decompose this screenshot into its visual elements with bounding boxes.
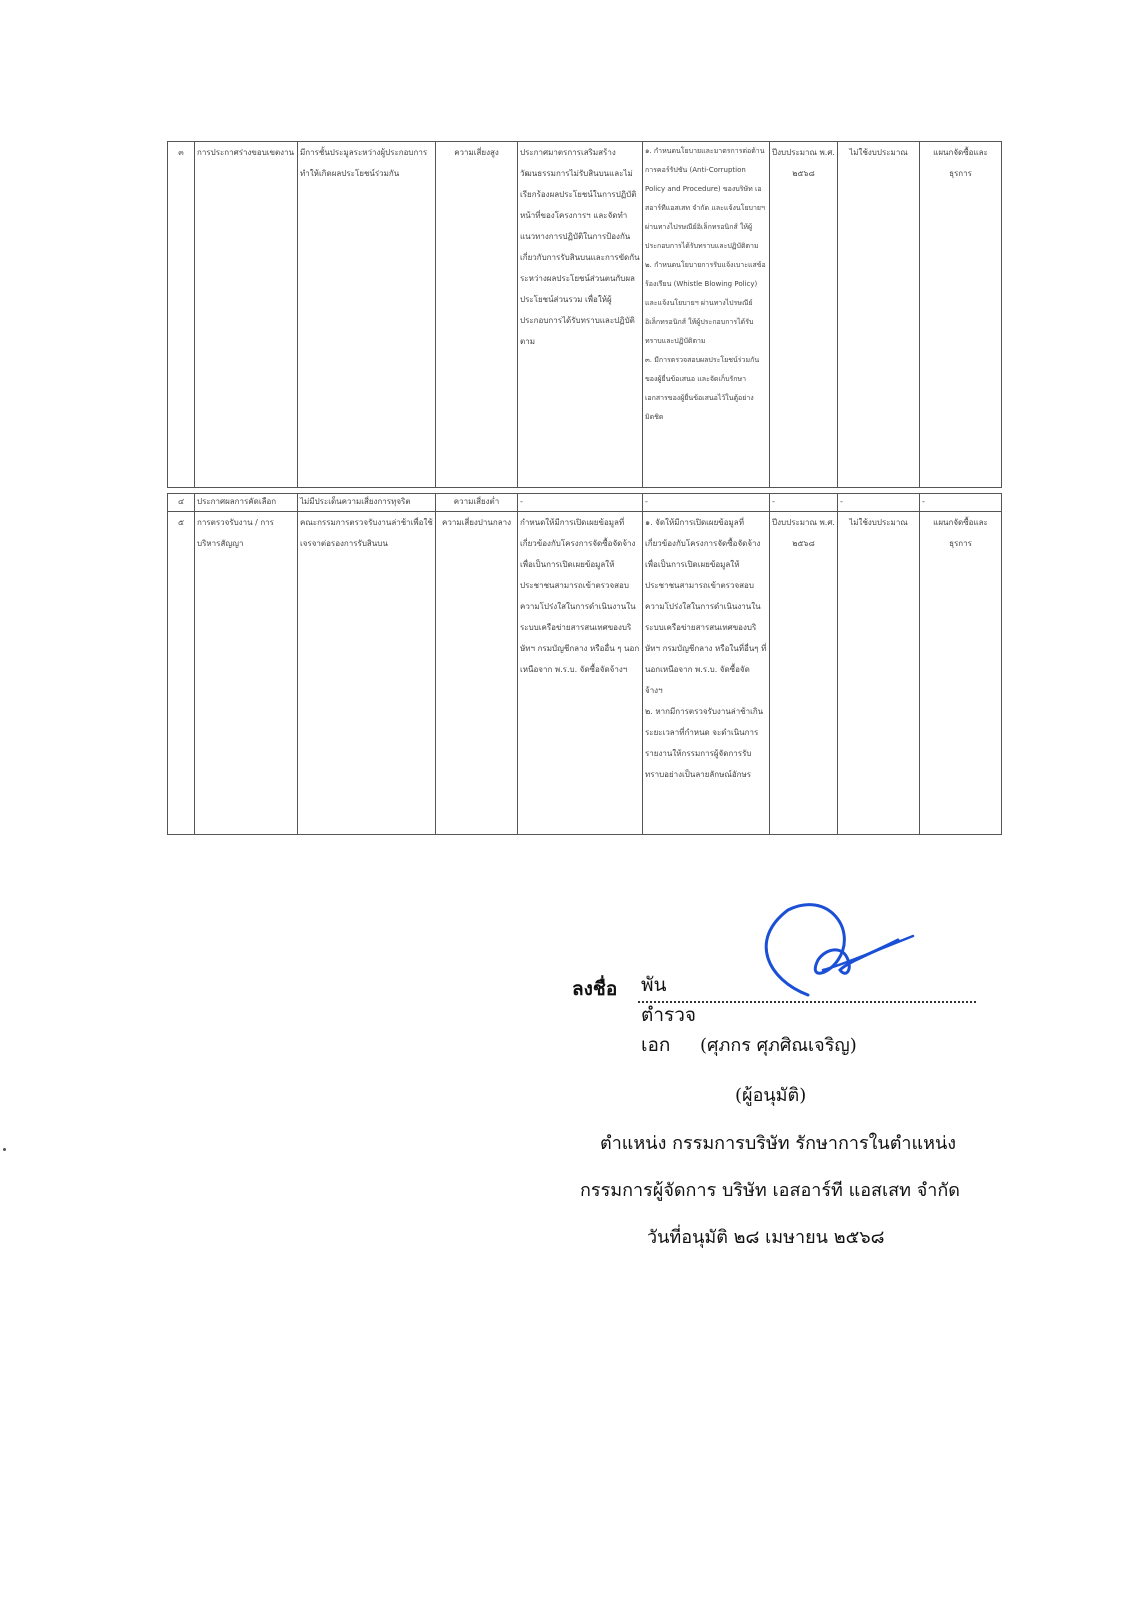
- risk-level: ความเสี่ยงสูง: [436, 142, 518, 488]
- risk-table-part-1: [167, 141, 1002, 488]
- risk-table-part-2: [167, 493, 1002, 835]
- risk-issue: ไม่มีประเด็นความเสี่ยงการทุจริต: [298, 494, 436, 512]
- row-number: ๔: [168, 494, 195, 512]
- responsible-unit: -: [920, 494, 1002, 512]
- signer-name: (ศุภกร ศุภศิณเจริญ): [700, 1035, 857, 1056]
- approval-date: วันที่อนุมัติ ๒๘ เมษายน ๒๕๖๘: [647, 1227, 885, 1248]
- process-step: การตรวจรับงาน / การบริหารสัญญา: [195, 512, 298, 835]
- process-step: การประกาศร่างขอบเขตงาน: [195, 142, 298, 488]
- process-step: ประกาศผลการคัดเลือก: [195, 494, 298, 512]
- scan-speck: [3, 1148, 6, 1151]
- budget-cost: -: [838, 494, 920, 512]
- budget-cost: ไม่ใช้งบประมาณ: [838, 142, 920, 488]
- table-row: [168, 512, 1002, 835]
- risk-actions: ๑. จัดให้มีการเปิดเผยข้อมูลที่เกี่ยวข้องกับโครงการจัดซื้อจัดจ้าง เพื่อเป็นการเปิดเผยข้อมูลให้ประชาชนสามารถเข้าตรวจสอบความโปร่งใสในการดำเนินงานในระบบเครือข่ายสารสนเทศของบริษัทฯ กรมบัญชีกลาง หรือในที่อื่นๆ ที่นอกเหนือจาก พ.ร.บ. จัดซื้อจัดจ้างฯ ๒. หากมีการตรวจรับงานล่าช้าเกินระยะเวลาที่กำหนด จะดำเนินการรายงานให้กรรมการผู้จัดการรับทราบอย่างเป็นลายลักษณ์อักษร: [643, 512, 770, 835]
- risk-measure: ประกาศมาตรการเสริมสร้างวัฒนธรรมการไม่รับสินบนและไม่เรียกร้องผลประโยชน์ในการปฏิบัติหน้าที่ของโครงการฯ และจัดทำแนวทางการปฏิบัติในการป้องกันเกี่ยวกับการรับสินบนและการขัดกันระหว่างผลประโยชน์ส่วนตนกับผลประโยชน์ส่วนรวม เพื่อให้ผู้ประกอบการได้รับทราบและปฏิบัติตาม: [518, 142, 643, 488]
- risk-actions: -: [643, 494, 770, 512]
- risk-measure: กำหนดให้มีการเปิดเผยข้อมูลที่เกี่ยวข้องกับโครงการจัดซื้อจัดจ้าง เพื่อเป็นการเปิดเผยข้อมูลให้ประชาชนสามารถเข้าตรวจสอบความโปร่งใสในการดำเนินงานในระบบเครือข่ายสารสนเทศของบริษัทฯ กรมบัญชีกลาง หรืออื่น ๆ นอกเหนือจาก พ.ร.บ. จัดซื้อจัดจ้างฯ: [518, 512, 643, 835]
- signer-position-line-2: กรรมการผู้จัดการ บริษัท เอสอาร์ที แอสเสท จำกัด: [580, 1180, 960, 1201]
- risk-actions: ๑. กำหนดนโยบายและมาตรการต่อต้านการคอร์รัปชัน (Anti-Corruption Policy and Procedure) ของบริษัท เอสอาร์ทีแอสเสท จำกัด และแจ้งนโยบายฯ ผ่านทางไปรษณีย์อิเล็กทรอนิกส์ ให้ผู้ประกอบการได้รับทราบและปฏิบัติตาม ๒. กำหนดนโยบายการรับแจ้งเบาะแสข้อร้องเรียน (Whistle Blowing Policy) และแจ้งนโยบายฯ ผ่านทางไปรษณีย์อิเล็กทรอนิกส์ ให้ผู้ประกอบการได้รับทราบและปฏิบัติตาม ๓. มีการตรวจสอบผลประโยชน์ร่วมกันของผู้ยื่นข้อเสนอ และจัดเก็บรักษาเอกสารของผู้ยื่นข้อเสนอไว้ในตู้อย่างมิดชิด: [643, 142, 770, 488]
- table-row: [168, 142, 1002, 488]
- table-row: [168, 494, 1002, 512]
- signer-position-line-1: ตำแหน่ง กรรมการบริษัท รักษาการในตำแหน่ง: [600, 1133, 957, 1154]
- signer-rank: พันตำรวจเอก: [641, 974, 697, 1056]
- responsible-unit: แผนกจัดซื้อและธุรการ: [920, 512, 1002, 835]
- budget-period: ปีงบประมาณ พ.ศ. ๒๕๖๘: [770, 142, 838, 488]
- signer-role: (ผู้อนุมัติ): [735, 1085, 807, 1106]
- budget-period: -: [770, 494, 838, 512]
- risk-issue: คณะกรรมการตรวจรับงานล่าช้าเพื่อใช้เจรจาต่อรองการรับสินบน: [298, 512, 436, 835]
- risk-level: ความเสี่ยงปานกลาง: [436, 512, 518, 835]
- sign-label: ลงชื่อ: [572, 978, 618, 1000]
- budget-cost: ไม่ใช้งบประมาณ: [838, 512, 920, 835]
- row-number: ๕: [168, 512, 195, 835]
- row-number: ๓: [168, 142, 195, 488]
- responsible-unit: แผนกจัดซื้อและธุรการ: [920, 142, 1002, 488]
- risk-issue: มีการชั้นประมูลระหว่างผู้ประกอบการ ทำให้เกิดผลประโยชน์ร่วมกัน: [298, 142, 436, 488]
- risk-level: ความเสี่ยงต่ำ: [436, 494, 518, 512]
- handwritten-signature-icon: [748, 900, 918, 1010]
- budget-period: ปีงบประมาณ พ.ศ. ๒๕๖๘: [770, 512, 838, 835]
- risk-measure: -: [518, 494, 643, 512]
